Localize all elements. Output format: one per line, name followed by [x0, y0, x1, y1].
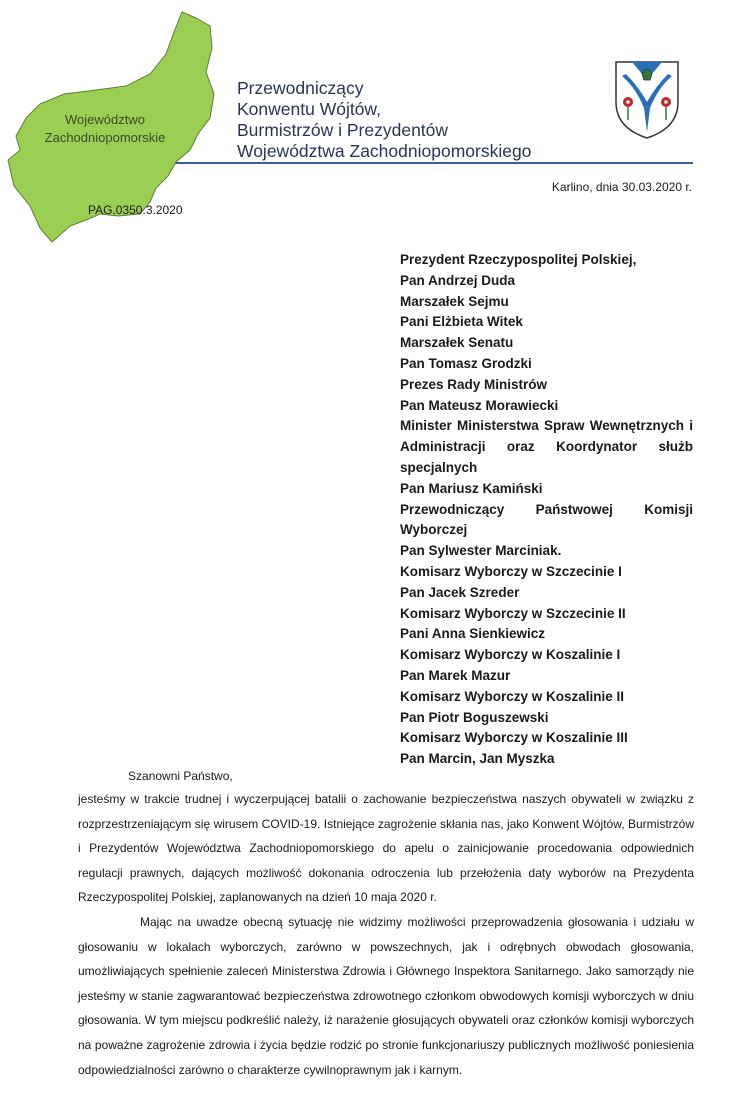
- addressee-line: Komisarz Wyborczy w Koszalinie II: [400, 688, 625, 704]
- addressee-line: Komisarz Wyborczy w Szczecinie II: [400, 605, 626, 621]
- place-date: Karlino, dnia 30.03.2020 r.: [551, 180, 692, 194]
- addressee-line: Pani Anna Sienkiewicz: [400, 626, 546, 642]
- addressee-line: Prezes Rady Ministrów: [400, 376, 548, 392]
- addressee-line: Pan Sylwester Marciniak.: [400, 543, 562, 559]
- addressee-line: Marszałek Senatu: [400, 335, 514, 351]
- region-label-line1: Województwo: [65, 112, 145, 127]
- addressee-line: Marszałek Sejmu: [400, 293, 509, 309]
- addressee-line: Pan Jacek Szreder: [400, 584, 520, 600]
- addressee-line: Komisarz Wyborczy w Koszalinie I: [400, 647, 621, 663]
- addressee-line: Pan Marek Mazur: [400, 667, 511, 683]
- header-line-2: Konwentu Wójtów,: [237, 99, 381, 119]
- region-label-line2: Zachodniopomorskie: [44, 130, 166, 145]
- addressee-line: Pan Andrzej Duda: [400, 272, 516, 288]
- header-rule: [175, 162, 693, 164]
- addressee-line: Pan Mateusz Morawiecki: [400, 397, 559, 413]
- addressee-list: [400, 250, 693, 770]
- greeting: Szanowni Państwo,: [128, 769, 233, 783]
- addressee-line: Pan Tomasz Grodzki: [400, 355, 532, 371]
- body-paragraph: Mając na uwadze obecną sytuację nie widzimy możliwości przeprowadzenia głosowania i udziału w głosowaniu w lokalach wyborczych, zarówno w powszechnych, jak i odrębnych obwodach głosowania, umożliwiających spełnienie zaleceń Ministerstwa Zdrowia i Głównego Inspektora Sanitarnego. Jako samorządy nie jesteśmy w stanie zagwarantować bezpieczeństwa zdrowotnego członkom obwodowych komisji wyborczych w dniu głosowania. W tym miejscu podkreślić należy, iż narażenie głosujących obywateli oraz członków komisji wyborczych na poważne zagrożenie zdrowia i życia będzie rodzić po stronie funkcjonariuszy publicznych możliwość poniesienia odpowiedzialności zarówno o charakterze cywilnoprawnym jak i karnym.: [78, 915, 694, 1077]
- body-paragraph: jesteśmy w trakcie trudnej i wyczerpującej batalii o zachowanie bezpieczeństwa naszych obywateli w związku z rozprzestrzeniającym się wirusem COVID-19. Istniejące zagrożenie skłania nas, jako Konwent Wójtów, Burmistrzów i Prezydentów Województwa Zachodniopomorskiego do apelu o zainicjowanie procedowania odpowiednich regulacji prawnych, dających możliwość dokonania odroczenia lub przełożenia daty wyborów na Prezydenta Rzeczypospolitej Polskiej, zaplanowanych na dzień 10 maja 2020 r.: [78, 792, 694, 905]
- header-line-1: Przewodniczący: [237, 78, 364, 98]
- addressee-line: Pan Mariusz Kamiński: [400, 480, 543, 496]
- header-line-3: Burmistrzów i Prezydentów: [237, 120, 449, 140]
- addressee-line: Przewodniczący Państwowej Komisji Wyborczej: [400, 501, 693, 538]
- addressee-line: Prezydent Rzeczypospolitej Polskiej,: [400, 252, 637, 267]
- addressee-line: Komisarz Wyborczy w Koszalinie III: [400, 730, 628, 746]
- coat-of-arms-icon: [612, 58, 682, 140]
- header-line-4: Województwa Zachodniopomorskiego: [237, 141, 532, 161]
- addressee-line: Pani Elżbieta Witek: [400, 314, 523, 330]
- addressee-line: Komisarz Wyborczy w Szczecinie I: [400, 563, 622, 579]
- addressee-line: Pan Piotr Boguszewski: [400, 709, 549, 725]
- reference-number: PAG.0350.3.2020: [88, 203, 183, 217]
- addressee-line: Minister Ministerstwa Spraw Wewnętrznych i Administracji oraz Koordynator służb specjalnych: [400, 418, 693, 475]
- addressee-line: Pan Marcin, Jan Myszka: [400, 751, 555, 767]
